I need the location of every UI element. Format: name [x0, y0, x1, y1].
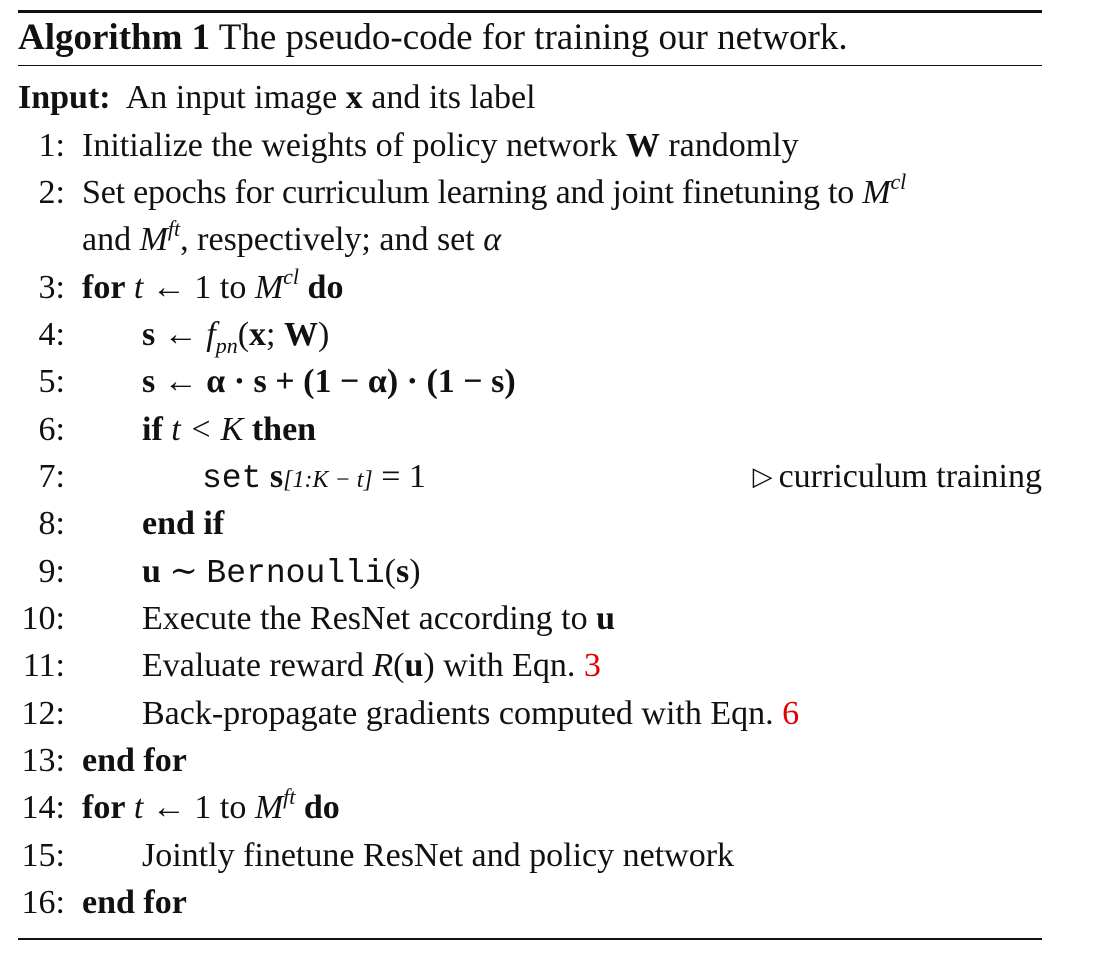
keyword-for: for [82, 789, 126, 826]
line-text: Set epochs for curriculum learning and joint finetuning to [82, 174, 863, 211]
line-text: Execute the ResNet according to [142, 600, 597, 637]
var-M: M [254, 269, 284, 306]
line-number: 9: [38, 553, 65, 590]
line-7 [18, 453, 1042, 500]
paren-close: ) [409, 553, 421, 590]
comment-text: curriculum training [778, 458, 1042, 495]
line-number: 2: [38, 174, 65, 211]
index-range: [1:K − t] [283, 467, 373, 493]
line-number: 15: [21, 837, 65, 874]
line-number: 13: [21, 742, 65, 779]
update-expression: s ← α · s + (1 − α) · (1 − s) [142, 363, 516, 400]
algorithm-label: Algorithm 1 [18, 17, 211, 58]
line-number: 12: [21, 695, 65, 732]
line-text-tail: , respectively; and set [180, 221, 484, 258]
assign-arrow: ← [155, 316, 207, 353]
input-text-tail: and its label [362, 79, 536, 116]
var-u: u [596, 600, 616, 637]
func-set: set [202, 460, 262, 497]
line-number: 4: [38, 316, 65, 353]
keyword-do: do [307, 269, 344, 306]
paren-open: ( [384, 553, 396, 590]
line-3 [18, 264, 1042, 311]
assign-range: ← 1 to [143, 789, 255, 826]
var-s: s [395, 553, 410, 590]
line-number: 10: [21, 600, 65, 637]
bottom-rule [18, 938, 1042, 940]
line-text: Jointly finetune ResNet and policy network [142, 837, 735, 874]
algorithm-title: The pseudo-code for training our network. [218, 17, 848, 58]
var-s: s [142, 316, 156, 353]
line-9 [18, 548, 1042, 595]
keyword-end-for: end for [82, 884, 187, 921]
keyword-then: then [251, 411, 317, 448]
paren-open: ( [393, 647, 405, 684]
line-text-tail: with Eqn. [434, 647, 584, 684]
comment [753, 453, 1042, 502]
paren-close: ) [423, 647, 435, 684]
assign-value: = 1 [372, 458, 426, 495]
func-bernoulli: Bernoulli [206, 555, 385, 592]
sup-ft: ft [283, 783, 296, 809]
var-W: W [283, 316, 318, 353]
line-11 [18, 642, 1042, 689]
algorithm-caption [18, 13, 1042, 65]
line-number: 5: [38, 363, 65, 400]
func-f: f [206, 316, 216, 353]
algorithm-block [18, 10, 1042, 921]
func-R: R [372, 647, 394, 684]
var-W: W [625, 127, 660, 164]
input-text: An input image [125, 79, 346, 116]
line-2 [18, 169, 1042, 216]
keyword-end-for: end for [82, 742, 187, 779]
line-1 [18, 122, 1042, 169]
input-x-var: x [345, 79, 363, 116]
var-M: M [254, 789, 284, 826]
line-number: 16: [21, 884, 65, 921]
input-label: Input: [18, 79, 111, 116]
line-number: 1: [38, 127, 65, 164]
sup-ft: ft [167, 215, 181, 241]
line-12 [18, 690, 1042, 737]
line-6 [18, 406, 1042, 453]
line-8 [18, 500, 1042, 547]
equation-ref-link[interactable]: 6 [782, 695, 800, 732]
var-u: u [142, 553, 161, 590]
line-15 [18, 832, 1042, 879]
var-M: M [862, 174, 891, 211]
caption-rule [18, 65, 1042, 66]
var-u: u [404, 647, 424, 684]
keyword-for: for [82, 269, 126, 306]
var-t: t [133, 789, 144, 826]
line-number: 14: [21, 789, 65, 826]
sim-symbol: ∼ [160, 553, 207, 590]
triangle-right-icon: ▷ [752, 462, 773, 491]
line-text: and [82, 221, 140, 258]
sup-cl: cl [890, 168, 907, 194]
equation-ref-link[interactable]: 3 [583, 647, 601, 684]
var-s: s [269, 458, 284, 495]
paren-open: ( [237, 316, 250, 353]
sup-cl: cl [283, 263, 300, 289]
line-13 [18, 737, 1042, 784]
line-14 [18, 784, 1042, 831]
line-5 [18, 358, 1042, 405]
keyword-if: if [142, 411, 163, 448]
paren-close: ) [317, 316, 330, 353]
var-M: M [139, 221, 168, 258]
var-x: x [249, 316, 267, 353]
input-line [18, 74, 1042, 121]
var-alpha: α [483, 221, 502, 258]
sub-pn: pn [215, 332, 238, 358]
var-t: t [133, 269, 144, 306]
line-text: Evaluate reward [142, 647, 373, 684]
line-16 [18, 879, 1042, 926]
semicolon: ; [266, 316, 284, 353]
line-text-tail: randomly [659, 127, 799, 164]
line-number: 8: [38, 505, 65, 542]
condition: t < K [171, 411, 244, 448]
keyword-end-if: end if [142, 505, 225, 542]
line-number: 6: [38, 411, 65, 448]
line-2-continued [18, 216, 1042, 263]
line-number: 11: [22, 647, 65, 684]
line-4 [18, 311, 1042, 358]
line-number: 3: [38, 269, 65, 306]
line-text: Back-propagate gradients computed with Eqn. [142, 695, 783, 732]
line-10 [18, 595, 1042, 642]
line-text: Initialize the weights of policy network [82, 127, 626, 164]
keyword-do: do [303, 789, 340, 826]
line-number: 7: [38, 458, 65, 495]
assign-range: ← 1 to [143, 269, 255, 306]
